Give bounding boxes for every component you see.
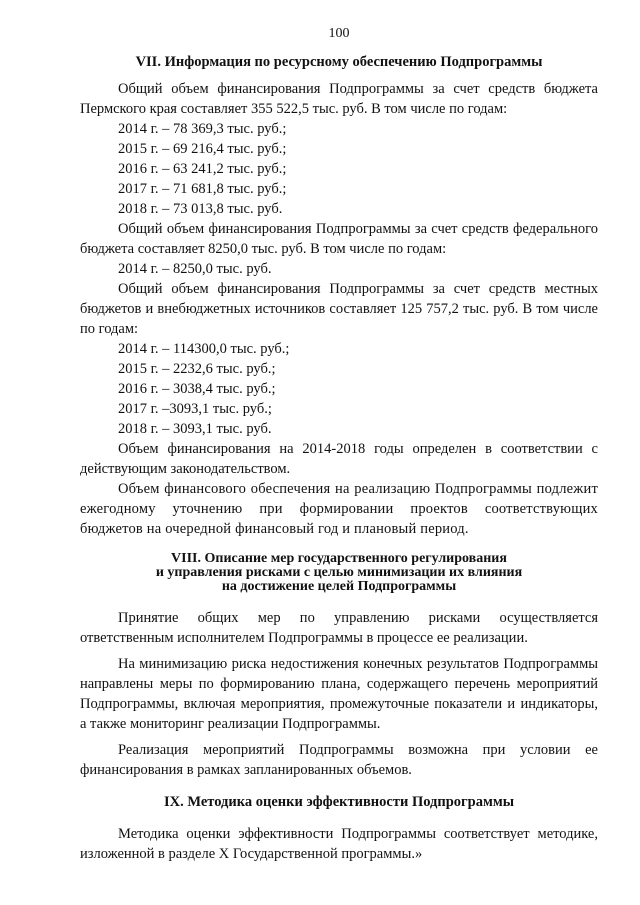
section-8-heading	[80, 552, 598, 594]
list-item: 2017 г. –3093,1 тыс. руб.;	[118, 401, 272, 417]
list-item: 2015 г. – 2232,6 тыс. руб.;	[118, 361, 276, 377]
section-8-heading-line: VIII. Описание мер государственного регулирования	[171, 551, 507, 566]
annual-adjustment-paragraph: Объем финансового обеспечения на реализацию Подпрограммы подлежит ежегодному уточнению при формировании проектов соответствующих бюджетов на очередной финансовый год и плановый период.	[80, 481, 598, 537]
local-years-list	[80, 339, 598, 439]
list-item: 2016 г. – 3038,4 тыс. руб.;	[118, 381, 276, 397]
list-item: 2016 г. – 63 241,2 тыс. руб.;	[118, 161, 287, 177]
section-8-heading-line: на достижение целей Подпрограммы	[221, 579, 457, 594]
risk-minimization-paragraph: На минимизацию риска недостижения конечных результатов Подпрограммы направлены меры по формированию плана, содержащего перечень мероприятий Подпрограммы, включая мероприятия, промежуточные показатели и индикаторы, а также мониторинг реализации Подпрограммы.	[80, 656, 598, 732]
legislation-paragraph: Объем финансирования на 2014-2018 годы определен в соответствии с действующим законодательством.	[80, 441, 598, 477]
federal-budget-paragraph: Общий объем финансирования Подпрограммы за счет средств федерального бюджета составляет 8250,0 тыс. руб. В том числе по годам:	[80, 221, 598, 257]
risk-measures-paragraph: Принятие общих мер по управлению рисками осуществляется ответственным исполнителем Подпрограммы в процессе ее реализации.	[80, 610, 598, 646]
section-9-heading: IX. Методика оценки эффективности Подпрограммы	[163, 794, 515, 810]
section-efficiency-method	[80, 794, 598, 864]
list-item: 2018 г. – 3093,1 тыс. руб.	[118, 421, 272, 437]
regional-years-list	[80, 119, 598, 219]
list-item: 2014 г. – 114300,0 тыс. руб.;	[118, 341, 290, 357]
local-budget-paragraph: Общий объем финансирования Подпрограммы за счет средств местных бюджетов и внебюджетных источников составляет 125 757,2 тыс. руб. В том числе по годам:	[80, 281, 598, 337]
list-item: 2015 г. – 69 216,4 тыс. руб.;	[118, 141, 287, 157]
regional-budget-paragraph: Общий объем финансирования Подпрограммы за счет средств бюджета Пермского края составляет 355 522,5 тыс. руб. В том числе по годам:	[80, 81, 598, 117]
section-7-heading: VII. Информация по ресурсному обеспечению Подпрограммы	[135, 54, 543, 70]
section-resource-provision	[80, 54, 598, 539]
list-item: 2014 г. – 8250,0 тыс. руб.	[118, 261, 272, 277]
list-item: 2018 г. – 73 013,8 тыс. руб.	[118, 201, 283, 217]
section-8-heading-line: и управления рисками с целью минимизации их влияния	[155, 565, 523, 580]
list-item: 2014 г. – 78 369,3 тыс. руб.;	[118, 121, 287, 137]
page-number: 100	[328, 26, 350, 41]
list-item: 2017 г. – 71 681,8 тыс. руб.;	[118, 181, 287, 197]
federal-years-list	[80, 259, 598, 279]
efficiency-method-paragraph: Методика оценки эффективности Подпрограммы соответствует методике, изложенной в разделе X Государственной программы.»	[80, 826, 598, 862]
implementation-paragraph: Реализация мероприятий Подпрограммы возможна при условии ее финансирования в рамках запланированных объемов.	[80, 742, 598, 778]
section-risk-management	[80, 552, 598, 780]
